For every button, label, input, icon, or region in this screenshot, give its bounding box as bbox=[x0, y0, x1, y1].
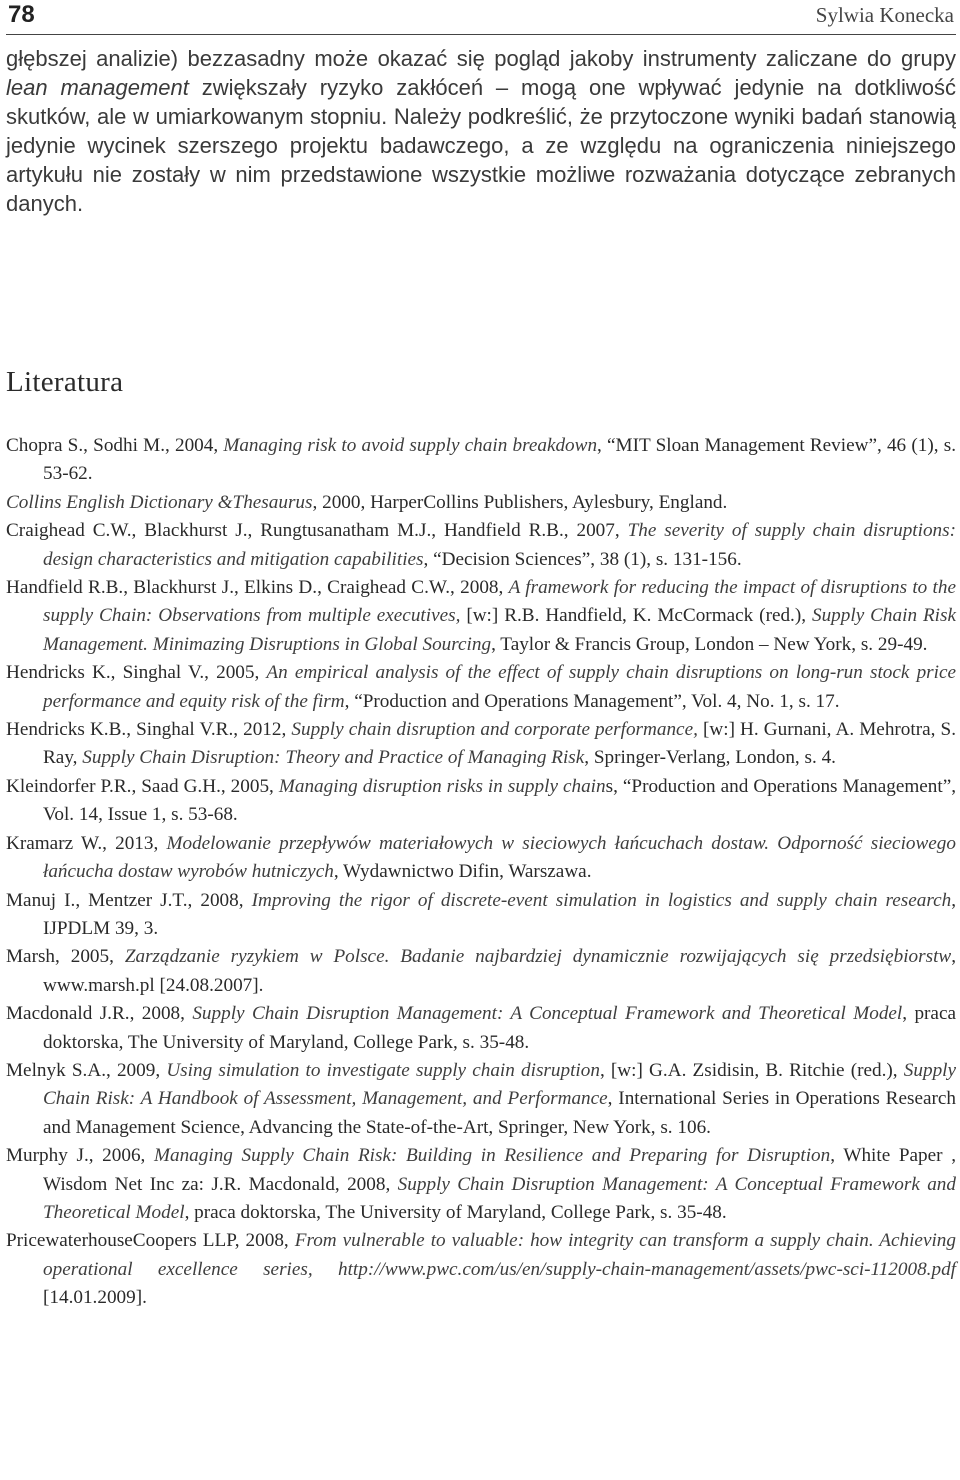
ref-publisher: , praca doktorska, The University of Maryland, College Park, s. 35-48. bbox=[184, 1201, 727, 1223]
ref-source: [14.01.2009]. bbox=[43, 1287, 147, 1309]
ref-title: Using simulation to investigate supply chain disruption bbox=[166, 1059, 600, 1081]
reference-item bbox=[6, 943, 956, 1000]
ref-title: Zarządzanie ryzykiem w Polsce. Badanie najbardziej dynamicznie rozwijających się przedsiębiorstw bbox=[124, 946, 952, 968]
ref-authors: Kleindorfer P.R., Saad G.H., 2005, bbox=[6, 775, 279, 797]
ref-title: Supply Chain Disruption Management: A Conceptual Framework and Theoretical Model bbox=[192, 1003, 903, 1025]
ref-source: , White Paper , Wisdom Net Inc za: J.R. Macdonald, 2008, bbox=[43, 1145, 957, 1195]
ref-title: Supply chain disruption and corporate performance, bbox=[291, 719, 698, 741]
ref-source: , www.marsh.pl [24.08.2007]. bbox=[43, 946, 956, 996]
reference-item bbox=[6, 1227, 956, 1312]
ref-title: The severity of supply chain disruptions: design characteristics and mitigation capabilities bbox=[43, 520, 956, 570]
ref-title: Managing risk to avoid supply chain breakdown bbox=[223, 435, 598, 456]
ref-source: , “Production and Operations Management”, Vol. 4, No. 1, s. 17. bbox=[344, 690, 840, 712]
ref-authors: Manuj I., Mentzer J.T., 2008, bbox=[6, 889, 252, 911]
ref-title: A framework for reducing the impact of disruptions to the supply Chain: Observations from multiple executives, bbox=[43, 577, 956, 627]
ref-authors: PricewaterhouseCoopers LLP, 2008, bbox=[6, 1230, 295, 1252]
paragraph-italic-term: lean management bbox=[6, 75, 189, 100]
ref-source: , IJPDLM 39, 3. bbox=[43, 889, 957, 939]
ref-source: s, “Production and Operations Management”, Vol. 14, Issue 1, s. 53-68. bbox=[43, 775, 957, 826]
ref-authors: Melnyk S.A., 2009, bbox=[6, 1059, 167, 1081]
ref-authors: Hendricks K.B., Singhal V.R., 2012, bbox=[6, 719, 292, 741]
paragraph-text-2: zwiększały ryzyko zakłóceń – mogą one wpływać jedynie na dotkliwość skutków, ale w umiarkowanym stopniu. Należy podkreślić, że przytoczone wyniki badań stanowią jedynie wycinek szerszego projektu badawczego, a ze względu na ograniczenia niniejszego artykułu nie zostały w nim przedstawione wszystkie możliwe rozważania dotyczące zebranych danych. bbox=[6, 75, 956, 216]
reference-item bbox=[6, 830, 956, 887]
ref-source: [w:] H. Gurnani, A. Mehrotra, S. Ray, bbox=[43, 719, 956, 769]
ref-source: , “MIT Sloan Management Review”, 46 (1), s. 53-62. bbox=[43, 435, 956, 485]
ref-authors: Marsh, 2005, bbox=[6, 946, 125, 968]
reference-item bbox=[6, 659, 956, 716]
ref-title: Modelowanie przepływów materiałowych w sieciowych łańcuchach dostaw. Odporność sieciowego łańcucha dostaw wyrobów hutniczych bbox=[43, 832, 956, 883]
reference-item bbox=[6, 1000, 956, 1057]
running-header-author: Sylwia Konecka bbox=[815, 3, 954, 27]
reference-item bbox=[6, 887, 956, 944]
reference-item bbox=[6, 574, 956, 659]
ref-authors: Hendricks K., Singhal V., 2005, bbox=[6, 662, 267, 684]
ref-publisher: , International Series in Operations Research and Management Science, Advancing the State-of-the-Art, Springer, New York, s. 106. bbox=[43, 1088, 956, 1138]
reference-item bbox=[6, 432, 956, 489]
ref-source: , “Decision Sciences”, 38 (1), s. 131-156. bbox=[423, 548, 742, 570]
section-title: Literatura bbox=[6, 366, 124, 398]
reference-item bbox=[6, 489, 956, 517]
ref-source: , 2000, HarperCollins Publishers, Aylesbury, England. bbox=[312, 491, 728, 513]
ref-authors: Handfield R.B., Blackhurst J., Elkins D., Craighead C.W., 2008, bbox=[6, 577, 509, 599]
reference-item bbox=[6, 773, 956, 830]
ref-authors: Chopra S., Sodhi M., 2004, bbox=[6, 435, 224, 456]
ref-source: , praca doktorska, The University of Maryland, College Park, s. 35-48. bbox=[43, 1003, 956, 1053]
ref-title: Improving the rigor of discrete-event simulation in logistics and supply chain research bbox=[251, 889, 952, 911]
reference-list bbox=[6, 432, 956, 1313]
ref-book-title: Supply Chain Risk: A Handbook of Assessment, Management, and Performance bbox=[43, 1059, 957, 1110]
reference-item bbox=[6, 1057, 956, 1142]
ref-title: From vulnerable to valuable: how integrity can transform a supply chain. Achieving operational excellence series, http://www.pwc.com/us/en/supply-chain-management/assets/pwc-sci-112008.pdf bbox=[43, 1230, 956, 1280]
ref-title: Collins English Dictionary &Thesaurus bbox=[6, 491, 313, 513]
ref-authors: Kramarz W., 2013, bbox=[6, 832, 167, 854]
ref-book-title: Supply Chain Disruption Management: A Conceptual Framework and Theoretical Model bbox=[43, 1173, 956, 1223]
reference-item bbox=[6, 1142, 956, 1227]
ref-book-title: Supply Chain Risk Management. Minimazing Disruptions in Global Sourcing bbox=[43, 605, 956, 655]
ref-authors: Macdonald J.R., 2008, bbox=[6, 1003, 193, 1025]
ref-source: , Wydawnictwo Difin, Warszawa. bbox=[333, 861, 592, 883]
ref-source: , [w:] G.A. Zsidisin, B. Ritchie (red.), bbox=[599, 1059, 904, 1081]
reference-item bbox=[6, 517, 956, 574]
ref-title: An empirical analysis of the effect of supply chain disruptions on long-run stock price performance and equity risk of the firm bbox=[43, 662, 956, 712]
page-number: 78 bbox=[8, 1, 35, 28]
page-header bbox=[6, 0, 956, 35]
ref-publisher: , Taylor & Francis Group, London – New York, s. 29-49. bbox=[491, 633, 928, 655]
ref-authors: Murphy J., 2006, bbox=[6, 1145, 154, 1167]
ref-source: [w:] R.B. Handfield, K. McCormack (red.), bbox=[460, 605, 812, 627]
reference-item bbox=[6, 716, 956, 773]
ref-title: Managing disruption risks in supply chain bbox=[278, 775, 606, 797]
ref-book-title: Supply Chain Disruption: Theory and Practice of Managing Risk bbox=[82, 747, 585, 769]
ref-authors: Craighead C.W., Blackhurst J., Rungtusanatham M.J., Handfield R.B., 2007, bbox=[6, 520, 628, 542]
ref-title: Managing Supply Chain Risk: Building in Resilience and Preparing for Disruption bbox=[154, 1145, 831, 1167]
ref-publisher: , Springer-Verlang, London, s. 4. bbox=[584, 747, 836, 769]
paragraph-text-1: głębszej analizie) bezzasadny może okazać się pogląd jakoby instrumenty zaliczane do grupy bbox=[6, 46, 956, 71]
body-paragraph bbox=[6, 44, 956, 218]
